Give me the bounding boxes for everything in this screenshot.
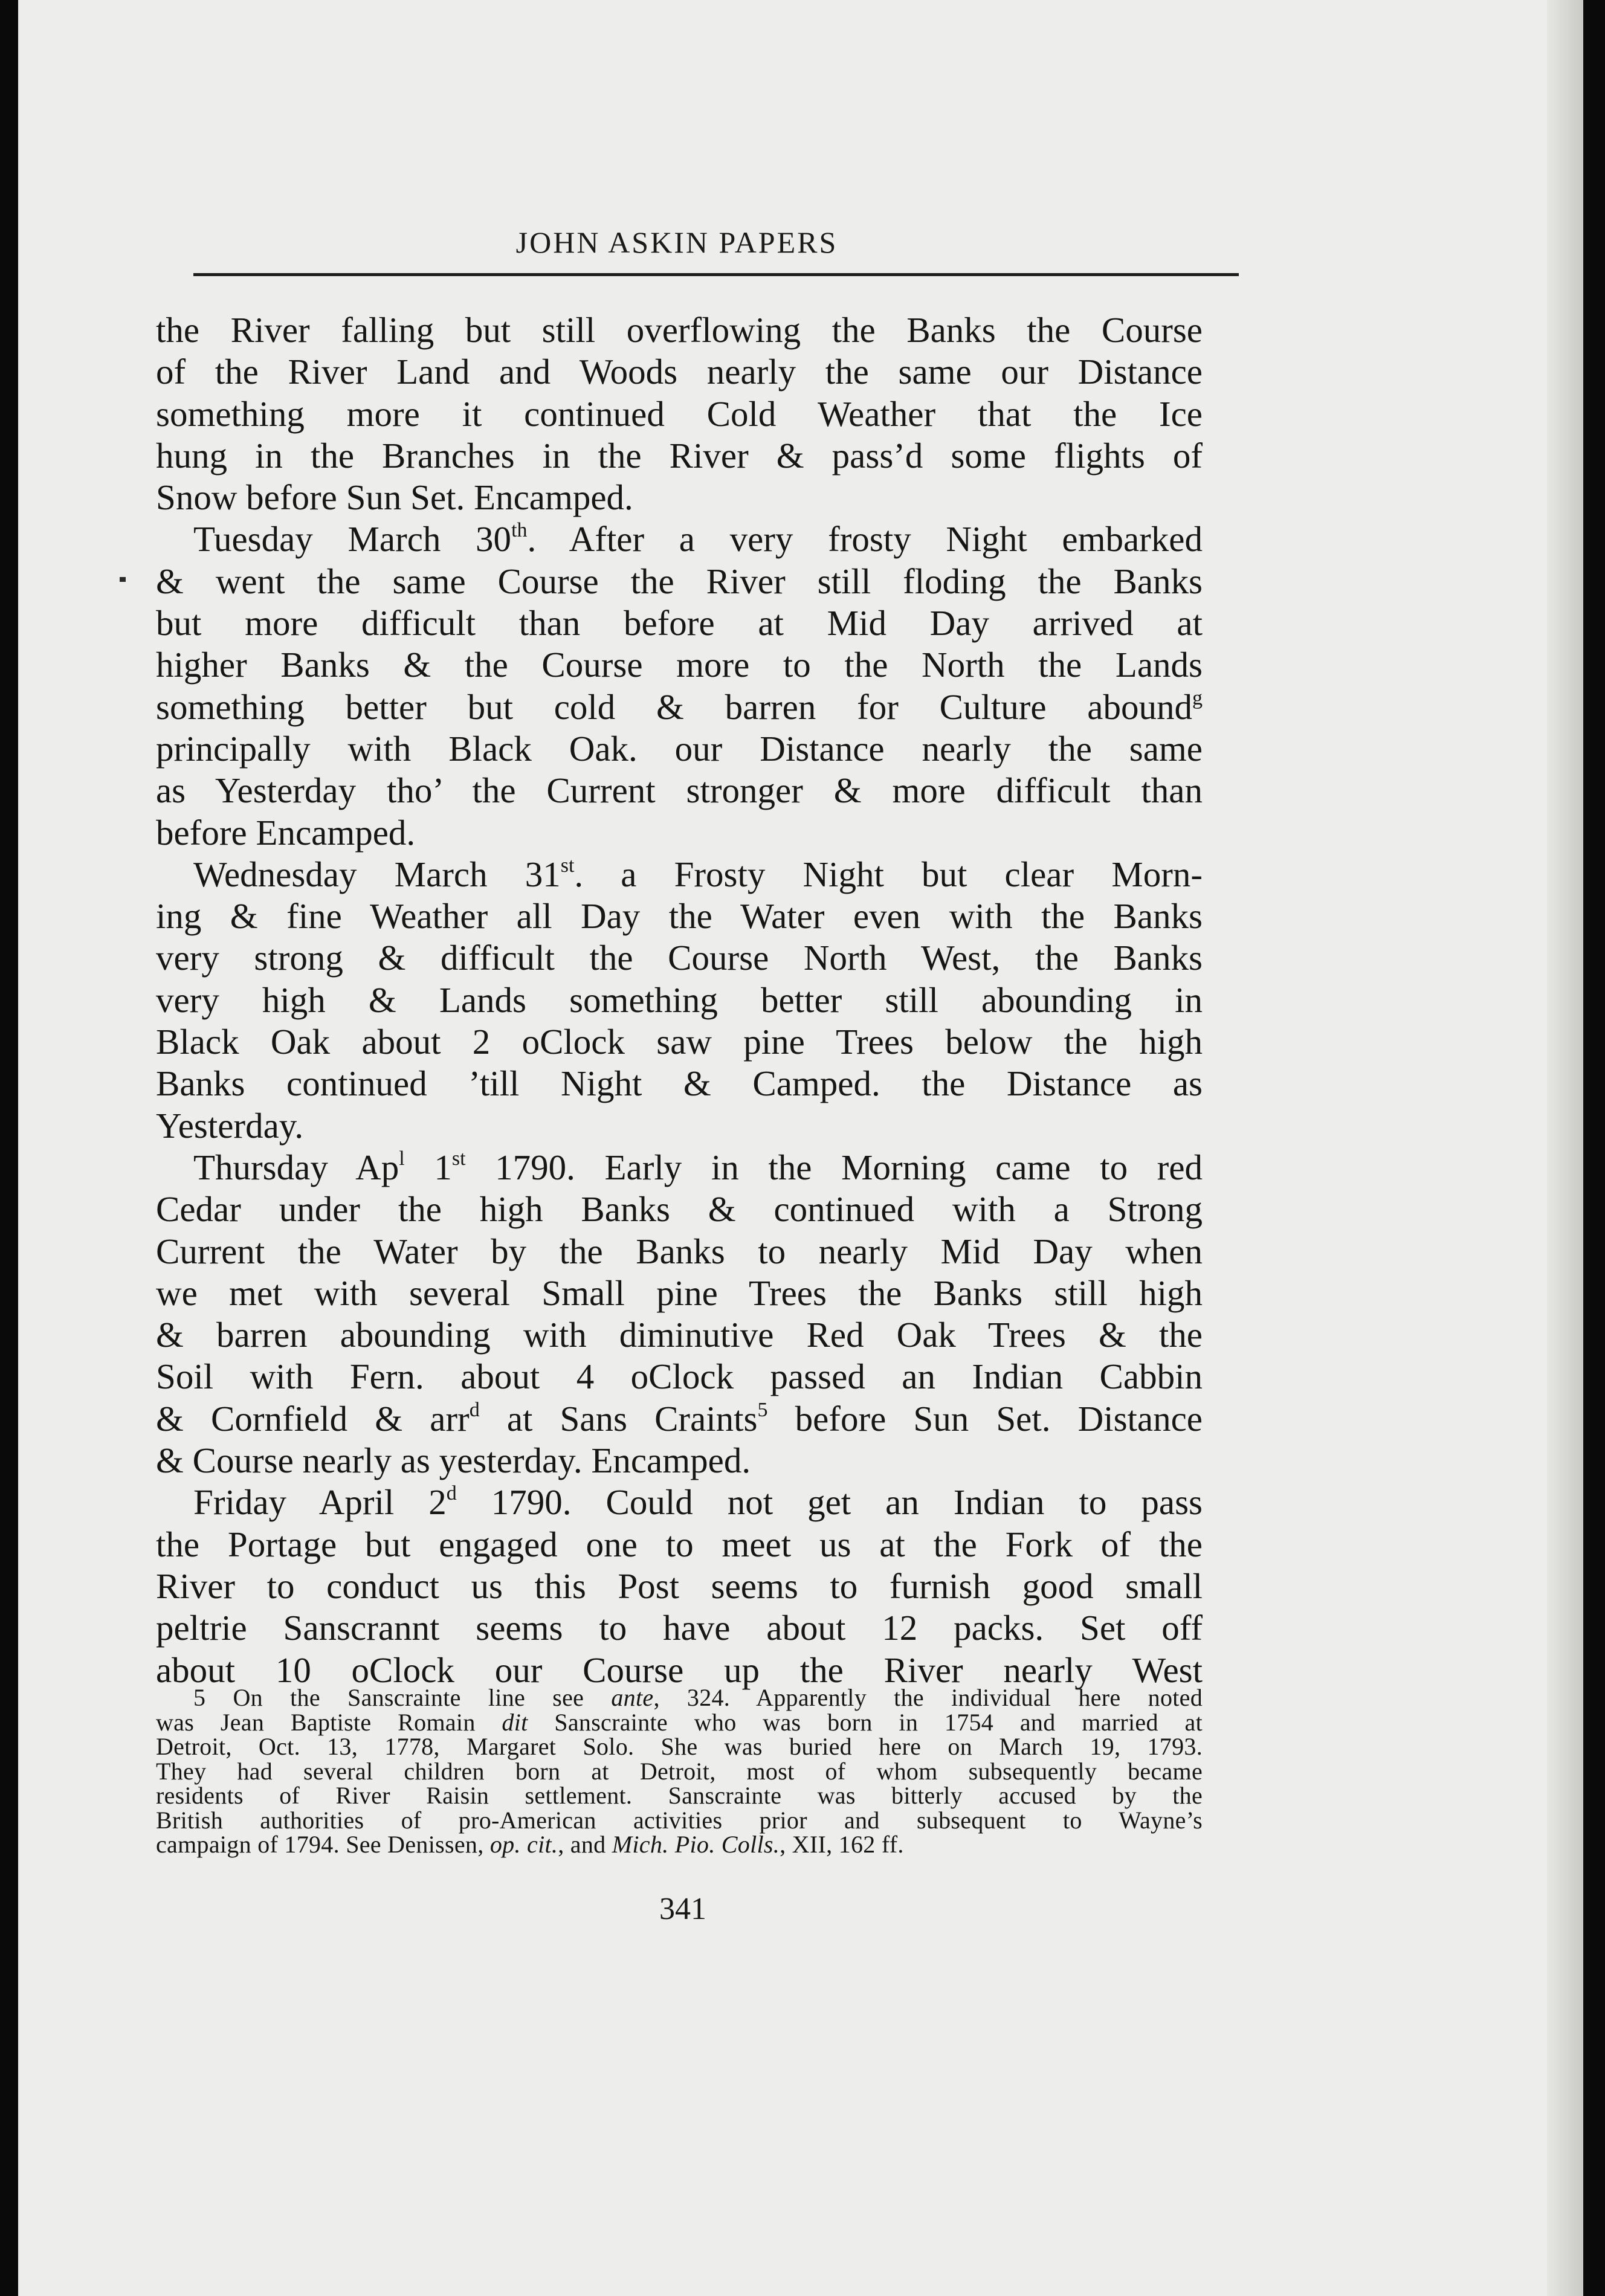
text-line: Black Oak about 2 oClock saw pine Trees below the high [156, 1022, 1203, 1062]
text-line: Current the Water by the Banks to nearly Mid Day when [156, 1231, 1203, 1271]
text-line: Soil with Fern. about 4 oClock passed an Indian Cabbin [156, 1356, 1203, 1397]
text-line: the Portage but engaged one to meet us at the Fork of the [156, 1524, 1203, 1564]
text-line: before Encamped. [156, 812, 416, 853]
footnote-line: was Jean Baptiste Romain dit Sanscrainte who was born in 1754 and married at [156, 1708, 1203, 1736]
text-line: principally with Black Oak. our Distance nearly the same [156, 728, 1203, 769]
text-line: something better but cold & barren for Culture abound$^g$ [156, 686, 1203, 727]
footnotes [156, 1686, 1203, 1857]
text-line: ing & fine Weather all Day the Water even with the Banks [156, 896, 1203, 937]
text-line: Banks continued ’till Night & Camped. the Distance as [156, 1063, 1203, 1104]
text-line: River to conduct us this Post seems to furnish good small [156, 1566, 1203, 1606]
text-line: Thursday Ap$^l$ 1st 1790. Early in the Morning came to red [193, 1147, 1203, 1187]
text-line: & went the same Course the River still floding the Banks [156, 561, 1203, 601]
footnote-line: residents of River Raisin settlement. Sanscrainte was bitterly accused by the [156, 1782, 1203, 1809]
page-edge-shadow [1547, 0, 1583, 2296]
text-line: & Cornfield & arr$^d$ at Sans Craints$^5$ before Sun Set. Distance [156, 1398, 1203, 1439]
text-line: & Course nearly as yesterday. Encamped. [156, 1440, 751, 1481]
text-line: Cedar under the high Banks & continued with a Strong [156, 1189, 1203, 1230]
footnote-line: They had several children born at Detroit, most of whom subsequently became [156, 1757, 1203, 1785]
header-rule [193, 273, 1239, 276]
text-line: Wednesday March 31st. a Frosty Night but clear Morn- [193, 854, 1203, 894]
text-line: the River falling but still overflowing the Banks the Course [156, 310, 1203, 350]
text-line: very strong & difficult the Course North West, the Banks [156, 938, 1203, 978]
footnote-line: campaign of 1794. See Denissen, op. cit., and Mich. Pio. Colls., XII, 162 ff. [156, 1831, 904, 1858]
margin-mark [120, 577, 126, 582]
text-line: hung in the Branches in the River & pass’d some flights of [156, 435, 1203, 476]
text-line: Snow before Sun Set. Encamped. [156, 477, 633, 518]
text-line: something more it continued Cold Weather that the Ice [156, 393, 1203, 434]
page-number: 341 [659, 1892, 706, 1926]
text-line: Yesterday. [156, 1105, 304, 1146]
text-line: Friday April 2$^d$ 1790. Could not get an Indian to pass [193, 1482, 1203, 1523]
footnote-line: British authorities of pro-American activities prior and subsequent to Wayne’s [156, 1806, 1203, 1834]
text-line: but more difficult than before at Mid Day arrived at [156, 603, 1203, 643]
text-line: about 10 oClock our Course up the River nearly West [156, 1649, 1203, 1690]
text-line: we met with several Small pine Trees the Banks still high [156, 1272, 1203, 1313]
text-line: as Yesterday tho’ the Current stronger & more difficult than [156, 770, 1203, 811]
running-head: JOHN ASKIN PAPERS [515, 225, 838, 259]
text-line: higher Banks & the Course more to the North the Lands [156, 645, 1203, 685]
footnote-line: 5 On the Sanscrainte line see ante, 324. Apparently the individual here noted [193, 1684, 1203, 1711]
footnote-line: Detroit, Oct. 13, 1778, Margaret Solo. She was buried here on March 19, 1793. [156, 1733, 1203, 1760]
text-line: of the River Land and Woods nearly the same our Distance [156, 352, 1203, 392]
book-page [18, 0, 1583, 2296]
text-line: very high & Lands something better still abounding in [156, 979, 1203, 1020]
body-text [156, 309, 1203, 1691]
text-line: peltrie Sanscrannt seems to have about 12 packs. Set off [156, 1608, 1203, 1648]
text-line: & barren abounding with diminutive Red Oak Trees & the [156, 1315, 1203, 1355]
text-line: Tuesday March 30th. After a very frosty Night embarked [193, 519, 1203, 559]
